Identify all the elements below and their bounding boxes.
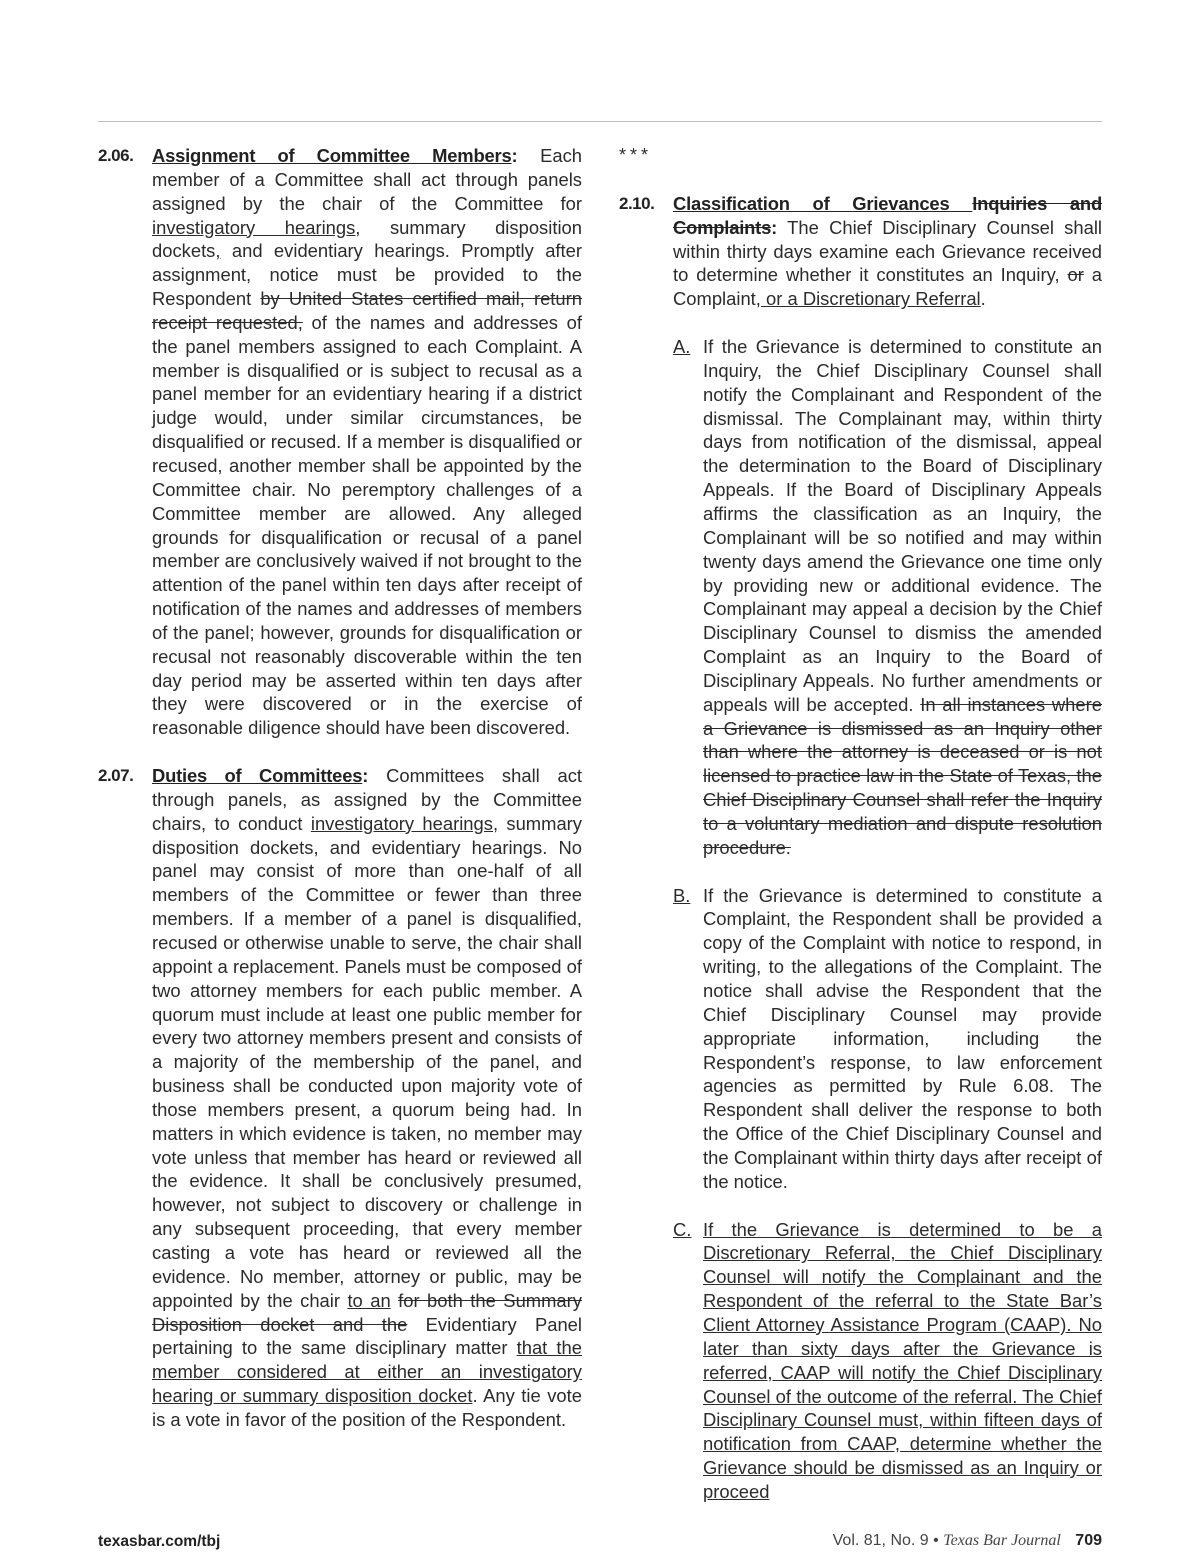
inserted-text: , or a Discretionary Referral (755, 288, 981, 310)
deleted-text: for both the Summary Disposition docket and the (152, 1289, 582, 1335)
section-number: 2.10. (619, 193, 655, 213)
section-2-06 (98, 144, 582, 740)
body-text: and evidentiary hearings. No panel may consist of more than one-half of all members of the Committee or fewer than three members. If a member of a panel is disqualified, recused or otherwise unable to serve, the chair shall appoint a replacement. Panels must be composed of two attorney members for each public member. A quorum must include at least one public member for every two attorney members present and consists of a majority of the membership of the panel, and business shall be conducted upon majority vote of those members present, a quorum being had. In matters in which evidence is taken, no member may vote unless that member has heard or reviewed all the evidence. It shall be conclusively presumed, however, not subject to discovery or challenge in any subsequent proceeding, that every member casting a vote has heard or reviewed all the evidence. No member, attorney or public, may be appointed by the chair (152, 836, 582, 1311)
inserted-text: , (313, 836, 319, 858)
inserted-text: to an (347, 1289, 391, 1311)
body-text: Committees shall act through panels, as assigned by the Committee chairs, to conduct (152, 765, 582, 834)
subsection-letter: A. (673, 336, 691, 358)
body-text: If the Grievance is determined to constitute a Complaint, the Respondent shall be provided a copy of the Complaint with notice to respond, in writing, to the allegations of the Complaint. The notice shall advise the Respondent that the Chief Disciplinary Counsel may provide appropriate information, including the Respondent’s response, to law enforcement agencies as permitted by Rule 6.08. The Respondent shall deliver the response to both the Office of the Chief Disciplinary Counsel and the Complainant within thirty days after receipt of the notice. (703, 884, 1102, 1192)
section-break-stars: *** (619, 145, 653, 165)
header-rule (98, 121, 1102, 122)
subsection-b (673, 884, 1102, 1194)
section-number: 2.07. (98, 766, 134, 786)
left-column (98, 144, 582, 1432)
inserted-text: , (1054, 264, 1060, 286)
body-text: Evidentiary Panel pertaining to the same disciplinary matter (152, 1313, 582, 1359)
body-text: If the Grievance is determined to constitute an Inquiry, the Chief Disciplinary Counsel shall notify the Complainant and Respondent of the dismissal. The Complainant may, within thirty days from notification of the dismissal, appeal the determination to the Board of Disciplinary Appeals. If the Board of Disciplinary Appeals affirms the classification as an Inquiry, the Complainant will be so notified and may within twenty days amend the Grievance one time only by providing new or additional evidence. The Complainant may appeal a decision by the Chief Disciplinary Counsel to dismiss the amended Complaint as an Inquiry to the Board of Disciplinary Appeals. No further amendments or appeals will be accepted. (703, 336, 1102, 715)
body-text: summary disposition dockets (152, 216, 582, 262)
heading-colon: : (511, 145, 518, 166)
section-heading-deleted: Inquiries and Complaints (673, 192, 1102, 238)
deleted-text: or (1067, 264, 1084, 286)
subsection-letter: C. (673, 1218, 692, 1240)
body-text: a Complaint (673, 264, 1102, 310)
section-2-10 (619, 192, 1102, 1504)
footer-volume: Vol. 81, No. 9 (832, 1532, 929, 1549)
inserted-text: If the Grievance is determined to be a Discretionary Referral, the Chief Disciplinary Counsel will notify the Complainant and the Respondent of the referral to the State Bar’s Client Attorney Assistance Program (CAAP). No later than sixty days after the Grievance is referred, CAAP will notify the Chief Disciplinary Counsel of the outcome of the referral. The Chief Disciplinary Counsel must, within fifteen days of notification from CAAP, determine whether the Grievance should be dismissed as an Inquiry or proceed (703, 1218, 1102, 1502)
section-2-07 (98, 764, 582, 1432)
footer-bullet: • (933, 1532, 939, 1549)
subsection-a (673, 335, 1102, 860)
body-text: . Any tie vote is a vote in favor of the position of the Respondent. (152, 1385, 582, 1430)
section-heading-inserted: Grievances (852, 192, 950, 214)
inserted-text: , (215, 240, 221, 262)
heading-space (949, 193, 972, 214)
body-text: of the names and addresses of the panel members assigned to each Complaint. A member is disqualified or is subject to recusal as a panel member for an evidentiary hearing if a district judge would, under similar circumstances, be disqualified or recused. If a member is disqualified or recused, another member shall be appointed by the Committee chair. No peremptory challenges of a Committee member are allowed. Any alleged grounds for disqualification or recusal of a panel member are conclusively waived if not brought to the attention of the panel within ten days after receipt of notification of the names and addresses of members of the panel; however, grounds for disqualification or recusal not reasonably discoverable within the ten day period may be asserted within ten days after they were discovered or in the exercise of reasonable diligence should have been discovered. (152, 311, 582, 739)
section-heading: Assignment of Committee Members (152, 145, 512, 166)
page-number: 709 (1075, 1532, 1102, 1549)
body-text: The Chief Disciplinary Counsel shall within thirty days examine each Grievance received to determine whether it constitutes an Inquiry (673, 216, 1102, 286)
heading-colon: : (771, 216, 778, 238)
section-heading: Classification of (673, 192, 853, 214)
footer-url: texasbar.com/tbj (98, 1533, 221, 1550)
body-text: Each member of a Committee shall act through panels assigned by the chair of the Committee for (152, 145, 582, 214)
right-column (619, 144, 1102, 1504)
section-number: 2.06. (98, 146, 134, 165)
subsection-c (673, 1218, 1102, 1504)
subsection-letter: B. (673, 884, 691, 906)
inserted-text: that the member considered at either an investigatory hearing or summary disposition docket (152, 1337, 582, 1407)
footer-citation (833, 1532, 1102, 1550)
heading-colon: : (362, 765, 369, 787)
inserted-text: investigatory hearings, (152, 216, 361, 238)
body-text: and evidentiary hearings. Promptly after assignment, notice must be provided to the Respondent (152, 240, 582, 310)
deleted-text: In all instances where a Grievance is dismissed as an Inquiry other than where the attorney is deceased or is not licensed to practice law in the State of Texas, the Chief Disciplinary Counsel shall refer the Inquiry to a voluntary mediation and dispute resolution procedure. (703, 693, 1102, 858)
footer-journal: Texas Bar Journal (943, 1532, 1061, 1549)
body-text: summary disposition dockets (152, 812, 582, 858)
section-heading: Duties of Committees (152, 765, 363, 787)
inserted-text: investigatory hearings, (310, 812, 499, 834)
deleted-text: by United States certified mail, return receipt requested, (152, 288, 582, 333)
body-text: . (980, 288, 986, 310)
